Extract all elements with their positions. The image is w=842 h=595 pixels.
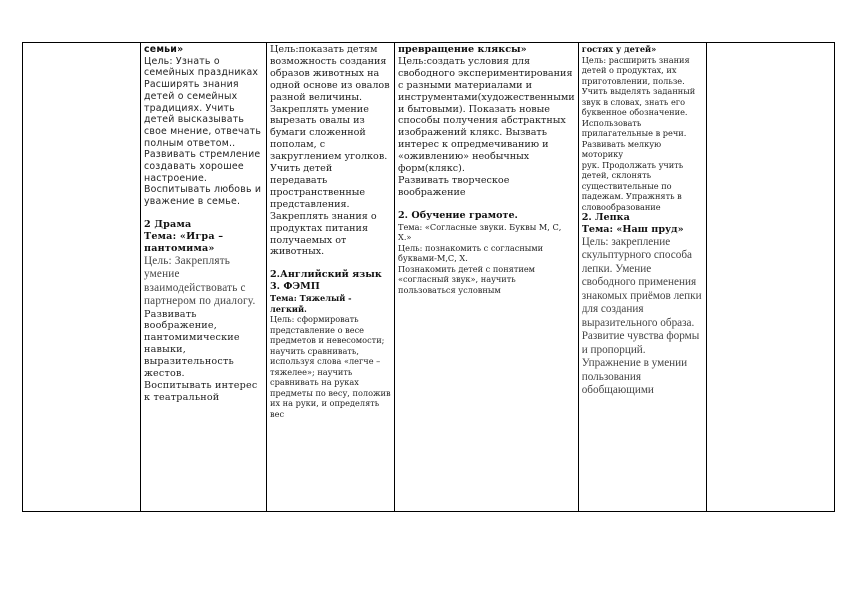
cell-family-drama [141, 43, 267, 512]
text-line: Расширять знания детей о семейных традициях. Учить детей высказывать свое мнение, отвечать полным ответом.. [144, 79, 262, 149]
text-line: Тема: «Согласные звуки. Буквы М, С, Х.» [398, 221, 562, 243]
text-line: Закреплять знания о продуктах питания получаемых от животных. [270, 210, 377, 258]
text-line: 2.Английский язык [270, 269, 382, 281]
spacer [270, 258, 391, 269]
text-line: Развивать воображение, пантомимические навыки, выразительность жестов. [144, 308, 240, 380]
text-line: Цель: Закреплять умение взаимодействовать с партнером по диалогу. [144, 254, 256, 308]
text-line: Развивать творческое воображение [398, 174, 510, 198]
text-line: Развивать стремление создавать хорошее настроение. [144, 149, 261, 184]
text-line: Воспитывать интерес к театральной [144, 380, 258, 403]
table-row [23, 43, 835, 512]
cell-blots-literacy [395, 43, 579, 512]
text-line: Использовать прилагательные в речи. Развивать мелкую моторику [581, 117, 687, 159]
text-line: Цель: Узнать о семейных праздниках [144, 55, 259, 79]
text-line: 2. Лепка [581, 212, 630, 223]
text-line: превращение кляксы» [398, 44, 527, 55]
cell-guests-modeling [578, 43, 706, 512]
text-line: 2 Драма [144, 218, 192, 230]
text-line: Тема: Тяжелый - легкий. [270, 293, 352, 314]
text-line: 2. Обучение грамоте. [398, 209, 518, 221]
plan-table [22, 42, 835, 512]
text-line: Цель: закрепление скульптурного способа лепки. Умение свободного применения знакомых приёмов лепки для создания выразительного образа. Развитие чувства формы и пропорций. Упражнение в умении пользования обобщающими [581, 235, 702, 397]
text-line: Цель: расширить знания детей о продуктах, их приготовлении, пользе. Учить выделять заданный звук в словах, знать его буквенное обозначение. [581, 54, 696, 117]
cell-empty-left [23, 43, 141, 512]
text-line: Тема: «Наш пруд» [581, 223, 684, 235]
cell-empty-right [706, 43, 834, 512]
text-line: Воспитывать любовь и уважение в семье. [144, 184, 262, 208]
cell-animals-fmep [267, 43, 395, 512]
text-line: Цель: познакомить с согласными буквами-М,С, Х. [398, 242, 544, 264]
spacer [398, 199, 575, 210]
text-line: Познакомить детей с понятием «согласный звук», научить пользоваться условным [398, 263, 536, 295]
text-line: Цель: сформировать представление о весе предметов и невесомости; научить сравнивать, используя слова «легче – тяжелее»; научить сравнивать на руках предметы по весу, положив их на руки, и определять вес [270, 314, 391, 419]
text-line: Тема: «Игра – пантомима» [144, 230, 224, 254]
text-line: рук. Продолжать учить детей, склонять существительные по падежам. Упражнять в словообразование [581, 159, 684, 212]
text-line: гостях у детей» [581, 44, 657, 54]
spacer [144, 208, 263, 219]
text-line: Цель:создать условия для свободного экспериментирования с разными материалами и инструментами(художественными и бытовыми). Показать новые способы получения абстрактных изображений клякс. Вызвать интерес к опредмечиванию и «оживлению» необычных форм(клякс). [398, 55, 575, 175]
text-line: семьи» [144, 44, 184, 55]
text-line: Цель:показать детям возможность создания образов животных на одной основе из овалов разной величины. Закреплять умение вырезать овалы из бумаги сложенной пополам, с закруглением уголков. Учить детей передавать пространственные представления. [270, 44, 390, 210]
text-line: 3. ФЭМП [270, 281, 320, 293]
